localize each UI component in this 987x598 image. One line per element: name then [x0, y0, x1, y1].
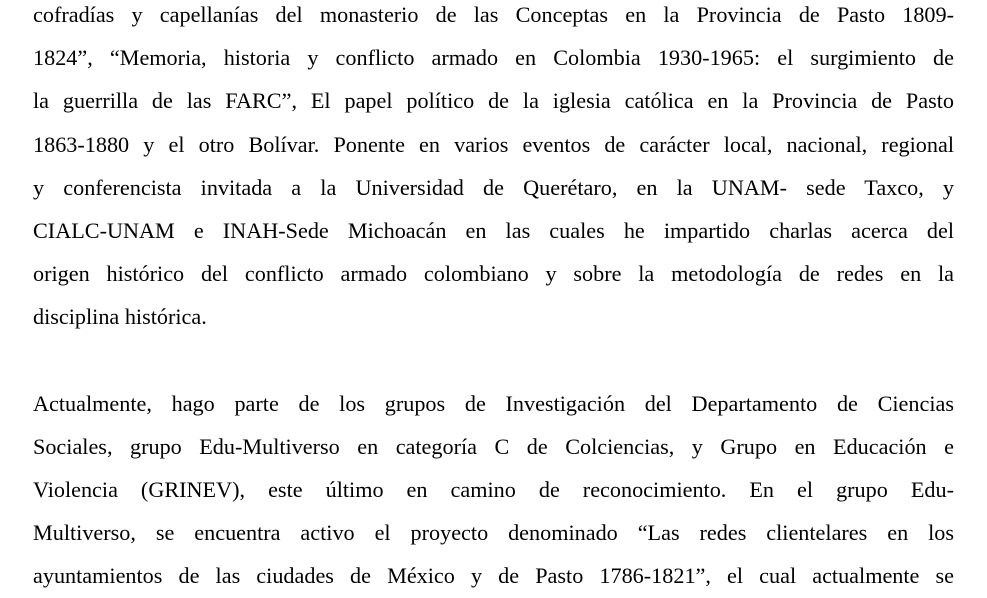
paragraph-spacer	[33, 339, 954, 382]
paragraph-2	[33, 382, 954, 598]
text-line: ayuntamientos de las ciudades de México y de Pasto 1786-1821”, el cual actualmente se	[33, 563, 954, 589]
document-body	[33, 0, 954, 598]
text-line: la guerrilla de las FARC”, El papel político de la iglesia católica en la Provincia de Pasto	[33, 88, 954, 114]
text-line: Multiverso, se encuentra activo el proyecto denominado “Las redes clientelares en los	[33, 520, 954, 546]
paragraph-1	[33, 0, 954, 339]
text-line: CIALC-UNAM e INAH-Sede Michoacán en las cuales he impartido charlas acerca del	[33, 217, 954, 243]
text-line: disciplina histórica.	[33, 304, 207, 330]
text-line: cofradías y capellanías del monasterio de las Conceptas en la Provincia de Pasto 1809-	[33, 2, 954, 27]
text-line: 1863-1880 y el otro Bolívar. Ponente en varios eventos de carácter local, nacional, regional	[33, 131, 954, 157]
text-line: Actualmente, hago parte de los grupos de Investigación del Departamento de Ciencias	[33, 390, 954, 416]
text-line: Violencia (GRINEV), este último en camino de reconocimiento. En el grupo Edu-	[33, 477, 954, 503]
text-line: origen histórico del conflicto armado colombiano y sobre la metodología de redes en la	[33, 261, 954, 287]
text-line: y conferencista invitada a la Universidad de Querétaro, en la UNAM- sede Taxco, y	[33, 174, 954, 200]
text-line: 1824”, “Memoria, historia y conflicto armado en Colombia 1930-1965: el surgimiento de	[33, 45, 954, 71]
text-line: Sociales, grupo Edu-Multiverso en categoría C de Colciencias, y Grupo en Educación e	[33, 433, 954, 459]
